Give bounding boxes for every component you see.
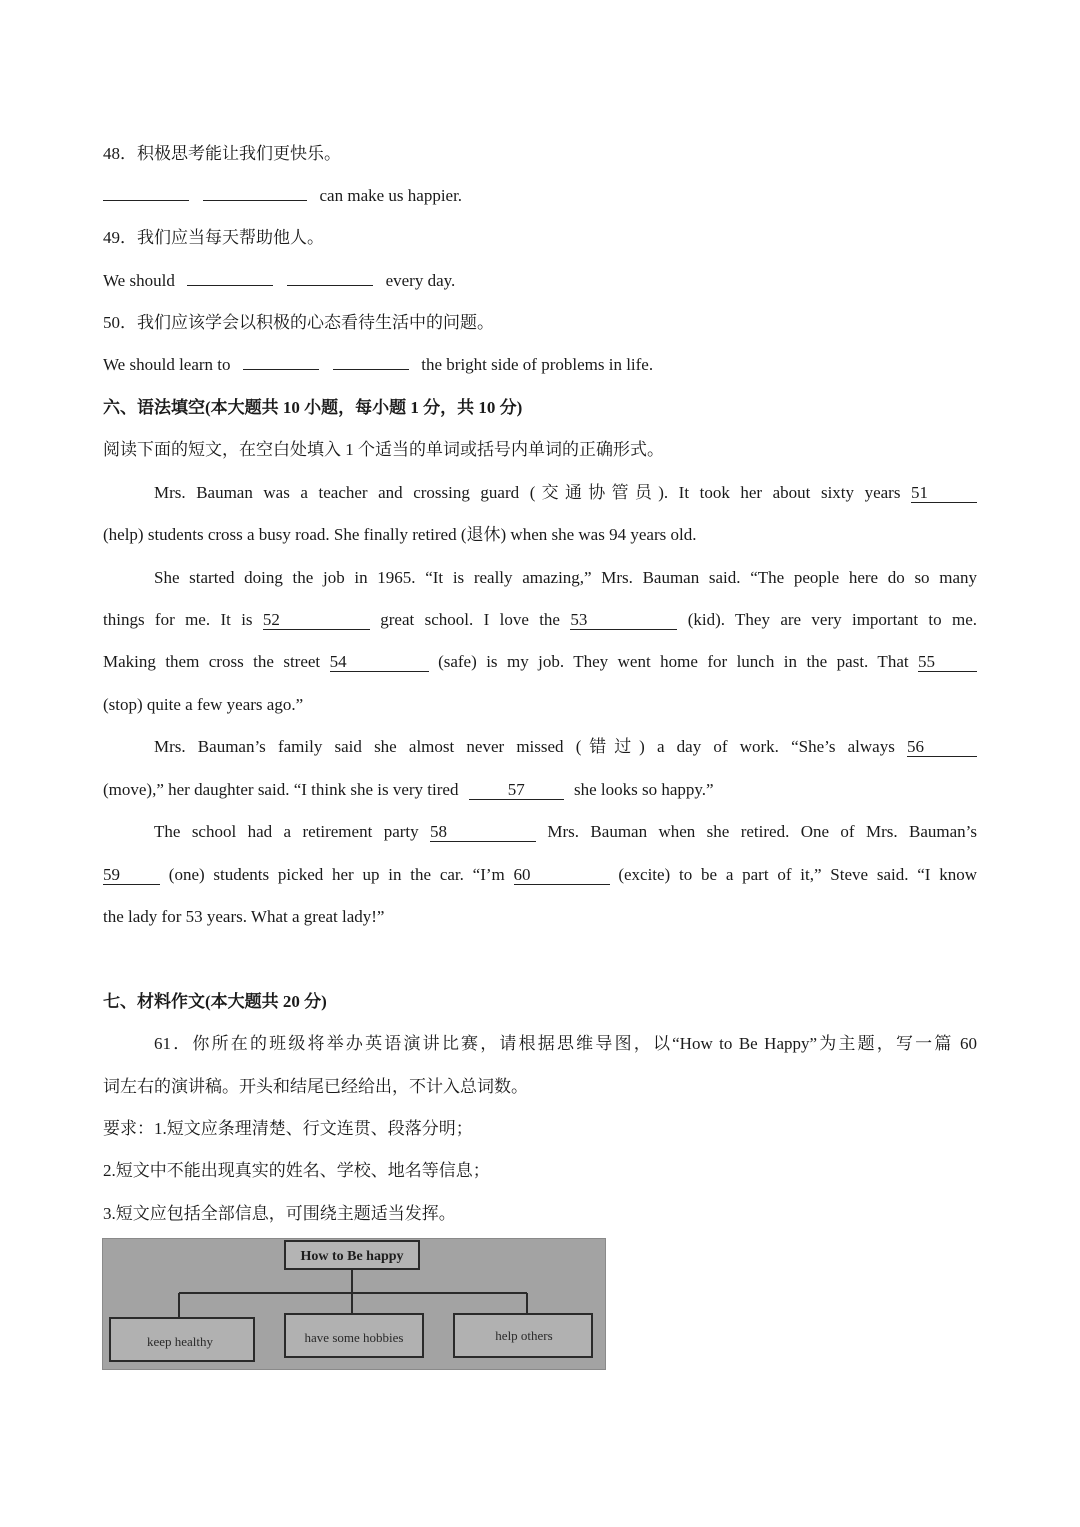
question-61-prompt-cont: 词左右的演讲稿。开头和结尾已经给出，不计入总词数。 (103, 1077, 528, 1096)
passage-text: great school. I love the (380, 610, 560, 629)
answer-blank[interactable] (203, 200, 307, 201)
passage-line: the lady for 53 years. What a great lady!” (103, 907, 385, 926)
passage-text: The school had a retirement party (154, 822, 419, 841)
section-6-instruction: 阅读下面的短文，在空白处填入 1 个适当的单词或括号内单词的正确形式。 (103, 440, 664, 459)
question-49-prompt: 49．我们应当每天帮助他人。 (103, 228, 324, 247)
blank-58[interactable]: 58 (430, 823, 536, 842)
passage-line: (help) students cross a busy road. She finally retired (退休) when she was 94 years old. (103, 525, 697, 544)
passage-text: things for me. It is (103, 610, 253, 629)
blank-60[interactable]: 60 (514, 866, 610, 885)
blank-51[interactable]: 51 (911, 484, 977, 503)
passage-text: she looks so happy.” (573, 780, 714, 799)
passage-text: Mrs. Bauman when she retired. One of Mrs. Bauman’s (547, 822, 978, 841)
passage-text: Making them cross the street (103, 652, 321, 671)
passage-text: (safe) is my job. They went home for lunch in the past. That (438, 652, 909, 671)
mind-map-figure (102, 1238, 606, 1370)
passage-line (154, 482, 977, 504)
question-49-answer-line (103, 270, 455, 292)
mind-map-root-label: How to Be happy (300, 1249, 404, 1264)
question-61-prompt: 61．你所在的班级将举办英语演讲比赛，请根据思维导图，以“How to Be Happy”为主题，写一篇 60 (154, 1034, 977, 1053)
passage-text: Mrs. Bauman was a teacher and crossing guard (交通协管员). It took her about sixty years (154, 483, 901, 502)
passage-text: Mrs. Bauman’s family said she almost never missed (错过) a day of work. “She’s always (154, 737, 895, 756)
requirement-2: 2.短文中不能出现真实的姓名、学校、地名等信息； (103, 1161, 490, 1180)
blank-52[interactable]: 52 (263, 611, 370, 630)
passage-line (154, 736, 977, 758)
passage-line (103, 609, 977, 631)
answer-blank[interactable] (243, 369, 319, 370)
passage-line (103, 864, 977, 886)
blank-53[interactable]: 53 (570, 611, 677, 630)
question-48-prompt: 48．积极思考能让我们更快乐。 (103, 144, 341, 163)
passage-line (103, 779, 714, 801)
requirement-1: 要求：1.短文应条理清楚、行文连贯、段落分明； (103, 1119, 473, 1138)
mind-map-diagram (102, 1238, 606, 1370)
answer-prefix: We should (103, 271, 175, 290)
passage-line (103, 651, 977, 673)
mind-map-child-label: help others (495, 1328, 553, 1343)
passage-text: (excite) to be a part of it,” Steve said. “I know (618, 865, 978, 884)
blank-55[interactable]: 55 (918, 653, 977, 672)
answer-blank[interactable] (103, 200, 189, 201)
blank-57[interactable]: 57 (469, 781, 564, 800)
passage-line: She started doing the job in 1965. “It is really amazing,” Mrs. Bauman said. “The people here do so many (154, 568, 977, 587)
answer-blank[interactable] (333, 369, 409, 370)
answer-suffix: can make us happier. (319, 186, 463, 205)
passage-text: (move),” her daughter said. “I think she is very tired (103, 780, 459, 799)
blank-56[interactable]: 56 (907, 738, 977, 757)
answer-suffix: every day. (385, 271, 456, 290)
answer-suffix: the bright side of problems in life. (421, 355, 654, 374)
mind-map-child-label: keep healthy (146, 1334, 214, 1349)
blank-54[interactable]: 54 (330, 653, 429, 672)
question-48-answer-line (103, 185, 462, 207)
question-50-answer-line (103, 354, 653, 376)
answer-blank[interactable] (187, 285, 273, 286)
passage-text: (kid). They are very important to me. (687, 610, 978, 629)
requirement-3: 3.短文应包括全部信息，可围绕主题适当发挥。 (103, 1204, 456, 1223)
blank-59[interactable]: 59 (103, 866, 160, 885)
answer-blank[interactable] (287, 285, 373, 286)
passage-line: (stop) quite a few years ago.” (103, 695, 304, 714)
question-50-prompt: 50．我们应该学会以积极的心态看待生活中的问题。 (103, 313, 494, 332)
passage-line (154, 821, 977, 843)
section-7-heading: 七、材料作文(本大题共 20 分) (103, 992, 327, 1011)
mind-map-child-label: have some hobbies (304, 1330, 404, 1345)
section-6-heading: 六、语法填空(本大题共 10 小题，每小题 1 分，共 10 分) (103, 398, 523, 417)
answer-prefix: We should learn to (103, 355, 231, 374)
passage-text: (one) students picked her up in the car. “I’m (168, 865, 505, 884)
